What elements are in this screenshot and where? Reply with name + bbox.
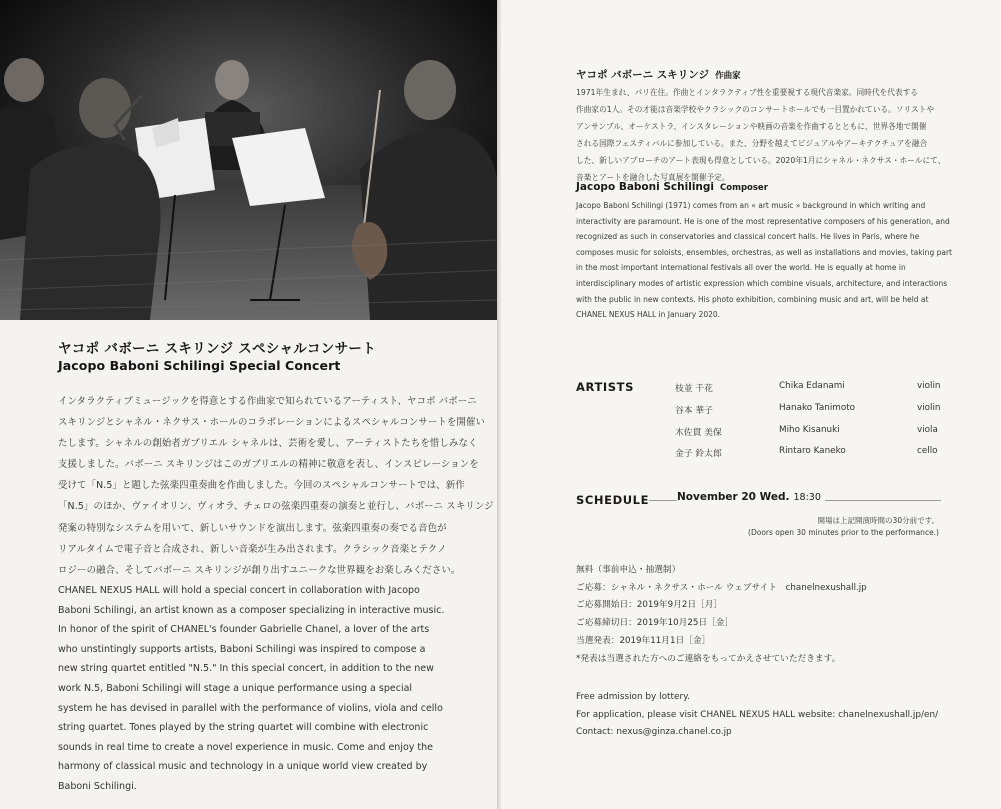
info-en-line: Contact: nexus@ginza.chanel.co.jp (576, 727, 732, 737)
description-jp-line: リアルタイムで電子音と合成され、新しい音楽が生み出されます。クラシック音楽とテクノ (58, 543, 447, 555)
description-jp-line: ロジーの融合、そしてバボーニ スキリンジが創り出すユニークな世界観をお楽しみください。 (58, 564, 461, 576)
schedule-note-en: (Doors open 30 minutes prior to the performance.) (748, 527, 939, 537)
description-jp-line: たします。シャネルの創始者ガブリエル シャネルは、芸術を愛し、アーティストたちを惜しみなく (58, 438, 478, 450)
artist-name-en: Rintaro Kaneko (779, 446, 846, 456)
bio-jp-line: される国際フェスティバルに参加している。また、分野を越えてビジュアルやアーキテクチュアを融合 (576, 139, 928, 149)
artist-row (501, 425, 1001, 441)
composer-heading-jp (576, 67, 741, 82)
artist-instrument: violin (917, 381, 941, 391)
composer-role-jp: 作曲家 (715, 71, 741, 81)
artist-name-jp: 谷本 華子 (675, 406, 713, 416)
composer-bio-jp (576, 84, 946, 187)
info-jp-line: 当選発表：2019年11月1日［金］ (576, 635, 711, 646)
artist-row (501, 446, 1001, 462)
info-jp-line: *発表は当選された方へのご連絡をもってかえさせていただきます。 (576, 653, 841, 664)
description-jp-line: 発案の特別なシステムを用いて、新しいサウンドを演出します。弦楽四重奏の奏でる音色が (58, 522, 447, 534)
artist-name-jp: 金子 鈴太郎 (675, 449, 722, 459)
bio-en-line: interactivity are paramount. He is one of the most representative composers of his generation, and (576, 216, 950, 226)
description-jp-line: スキリンジとシャネル・ネクサス・ホールのコラボレーションによるスペシャルコンサートを開催い (58, 417, 486, 429)
composer-name-en: Jacopo Baboni Schilingi (576, 181, 715, 193)
description-jp-line: インタラクティブミュージックを得意とする作曲家で知られているアーティスト、ヤコポ バボーニ (58, 396, 477, 407)
artist-instrument: violin (917, 403, 941, 413)
artists-heading: ARTISTS (576, 380, 634, 394)
bio-jp-line: した、新しいアプローチのアート表現も得意としている。2020年1月にシャネル・ネクサス・ホールにて、 (576, 156, 946, 166)
schedule-note-jp: 開場は上記開演時間の30分前です。 (817, 516, 939, 525)
schedule-time: 18:30 (793, 492, 821, 503)
artist-name-en: Hanako Tanimoto (779, 403, 856, 413)
description-en-line: Baboni Schilingi. (58, 780, 137, 792)
composer-name-jp: ヤコポ バボーニ スキリンジ (576, 69, 710, 81)
schedule-note (748, 515, 939, 538)
composer-role-en: Composer (720, 183, 768, 193)
concert-description-en (58, 581, 445, 797)
description-en-line: new string quartet entitled "N.5." In this special concert, in addition to the new (58, 663, 434, 675)
composer-heading-en (576, 181, 768, 193)
bio-en-line: with the public in new contexts. His photo exhibition, combining music and art, will be held at (576, 294, 929, 304)
info-en-line: Free admission by lottery. (576, 692, 690, 702)
artist-name-jp: 木佐貫 美保 (675, 428, 722, 438)
description-en-line: work N.5, Baboni Schilingi will stage a unique performance using a special (58, 682, 413, 694)
description-en-line: sounds in real time to create a novel experience in music. Come and enjoy the (58, 741, 434, 753)
quartet-photo (0, 0, 499, 320)
info-jp-line: 無料（事前申込・抽選制） (576, 565, 681, 575)
schedule-heading: SCHEDULE (576, 493, 650, 507)
bio-en-line: recognized as such in conservatories and classical concert halls. He lives in Paris, where he (576, 232, 920, 242)
schedule-date-text: November 20 Wed. (677, 491, 790, 503)
artist-name-en: Chika Edanami (779, 381, 845, 391)
info-jp-line: ご応募：シャネル・ネクサス・ホール ウェブサイト chanelnexushall.jp (576, 582, 867, 593)
bio-en-line: CHANEL NEXUS HALL in January 2020. (576, 310, 721, 320)
concert-title-en: Jacopo Baboni Schilingi Special Concert (58, 358, 341, 373)
right-page (501, 0, 1001, 809)
info-jp-line: ご応募締切日：2019年10月25日［金］ (576, 618, 734, 629)
schedule-date (677, 491, 825, 503)
admission-info-jp (576, 562, 867, 668)
composer-bio-en (576, 198, 952, 323)
description-en-line: system he has devised in parallel with the performance of violins, viola and cello (58, 702, 443, 714)
bio-jp-line: 音楽とアートを融合した写真展を開催予定。 (576, 173, 730, 183)
description-en-line: who unstintingly supports artists, Baboni Schilingi was inspired to compose a (58, 643, 426, 655)
artist-row (501, 381, 1001, 397)
artist-name-jp: 枝並 千花 (675, 384, 713, 394)
concert-description-jp (58, 391, 494, 581)
bio-jp-line: 作曲家の1人。その才能は音楽学校やクラシックのコンサートホールでも一目置かれている。ソリストや (576, 105, 935, 115)
description-jp-line: 受けて「N.5」と題した弦楽四重奏曲を作曲しました。今回のスペシャルコンサートでは、新作 (58, 480, 465, 492)
artist-row (501, 403, 1001, 419)
description-en-line: Baboni Schilingi, an artist known as a composer specializing in interactive music. (58, 604, 445, 616)
left-page (0, 0, 499, 809)
bio-jp-line: 1971年生まれ、パリ在住。作曲とインタラクティブ性を重要視する現代音楽家。同時代を代表する (576, 88, 918, 97)
bio-en-line: in the most important international festivals all over the world. He is equally at home in (576, 263, 906, 273)
description-en-line: CHANEL NEXUS HALL will hold a special concert in collaboration with Jacopo (58, 585, 420, 596)
info-jp-line: ご応募開始日：2019年9月2日［月］ (576, 600, 723, 611)
description-en-line: string quartet. Tones played by the string quartet will combine with electronic (58, 722, 429, 734)
bio-en-line: interdisciplinary modes of artistic expression which combine visuals, architecture, and interactions (576, 278, 948, 288)
artist-instrument: viola (917, 425, 938, 435)
description-jp-line: 「N.5」のほか、ヴァイオリン、ヴィオラ、チェロの弦楽四重奏の演奏と並行し、バボーニ スキリンジ (58, 501, 494, 513)
concert-title-jp: ヤコポ バボーニ スキリンジ スペシャルコンサート (58, 341, 376, 357)
description-en-line: In honor of the spirit of CHANEL's founder Gabrielle Chanel, a lover of the arts (58, 624, 430, 636)
description-en-line: harmony of classical music and technology in a unique world view created by (58, 761, 428, 773)
bio-en-line: composes music for soloists, ensembles, orchestras, as well as installations and movies, taking part (576, 247, 952, 257)
description-jp-line: 支援しました。バボーニ スキリンジはこのガブリエルの精神に敬意を表し、インスピレーションを (58, 459, 479, 471)
artist-name-en: Miho Kisanuki (779, 425, 840, 435)
info-en-line: For application, please visit CHANEL NEXUS HALL website: chanelnexushall.jp/en/ (576, 709, 939, 720)
quartet-photo-illustration (0, 0, 499, 320)
bio-en-line: Jacopo Baboni Schilingi (1971) comes from an « art music » background in which writing and (576, 201, 926, 210)
artist-instrument: cello (917, 446, 938, 456)
bio-jp-line: アンサンブル、オーケストラ、インスタレーションや映画の音楽を作曲するとともに、世界各地で開催 (576, 122, 927, 132)
admission-info-en (576, 689, 938, 742)
